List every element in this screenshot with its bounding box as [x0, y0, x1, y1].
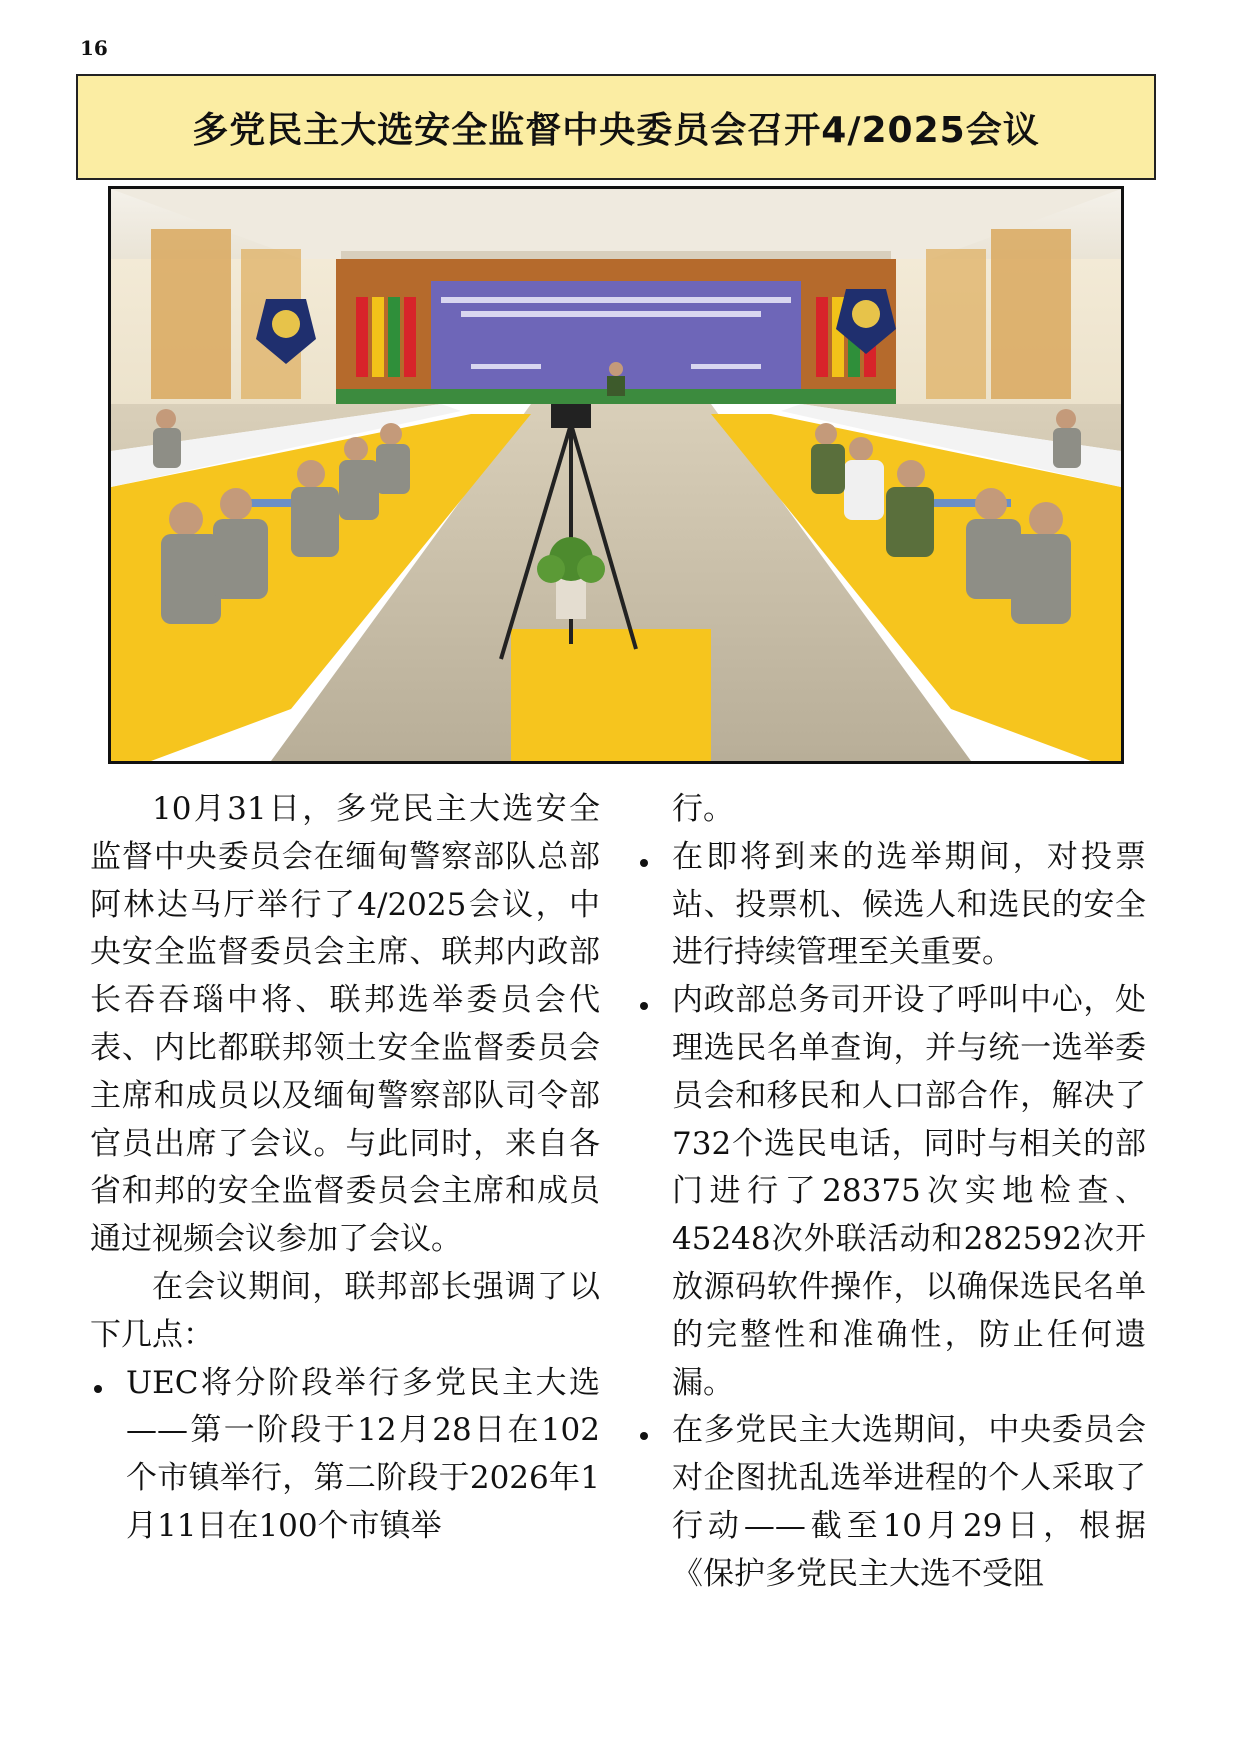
bullet-continuation: 行。	[672, 791, 734, 827]
page-number: 16	[80, 36, 108, 60]
points-list-left	[90, 1360, 600, 1551]
bullet-actions-taken: 在多党民主大选期间，中央委员会对企图扰乱选举进程的个人采取了行动——截至10月29日，根据《保护多党民主大选不受阻	[636, 1407, 1146, 1598]
bullet-polling-security: 在即将到来的选举期间，对投票站、投票机、候选人和选民的安全进行持续管理至关重要。	[636, 834, 1146, 977]
points-list-right	[636, 834, 1146, 1599]
bullet-election-phases: UEC将分阶段举行多党民主大选——第一阶段于12月28日在102个市镇举行，第二阶段于2026年1月11日在100个市镇举	[90, 1360, 600, 1551]
bullet-call-center: 内政部总务司开设了呼叫中心，处理选民名单查询，并与统一选举委员会和移民和人口部合作，解决了732个选民电话，同时与相关的部门进行了28375次实地检查、45248次外联活动和282592次开放源码软件操作，以确保选民名单的完整性和准确性，防止任何遗漏。	[636, 977, 1146, 1407]
title-banner	[76, 74, 1156, 180]
meeting-hall-photo-icon	[111, 189, 1121, 761]
left-text-column	[90, 786, 600, 1551]
emphasis-paragraph: 在会议期间，联邦部长强调了以下几点：	[90, 1268, 600, 1353]
article-title: 多党民主大选安全监督中央委员会召开4/2025会议	[192, 109, 1040, 151]
right-text-column	[636, 786, 1146, 1599]
meeting-hall-photo	[108, 186, 1124, 764]
intro-paragraph: 10月31日，多党民主大选安全监督中央委员会在缅甸警察部队总部阿林达马厅举行了4/2025会议，中央安全监督委员会主席、联邦内政部长吞吞瑙中将、联邦选举委员会代表、内比都联邦领土安全监督委员会主席和成员以及缅甸警察部队司令部官员出席了会议。与此同时，来自各省和邦的安全监督委员会主席和成员通过视频会议参加了会议。	[90, 791, 600, 1258]
